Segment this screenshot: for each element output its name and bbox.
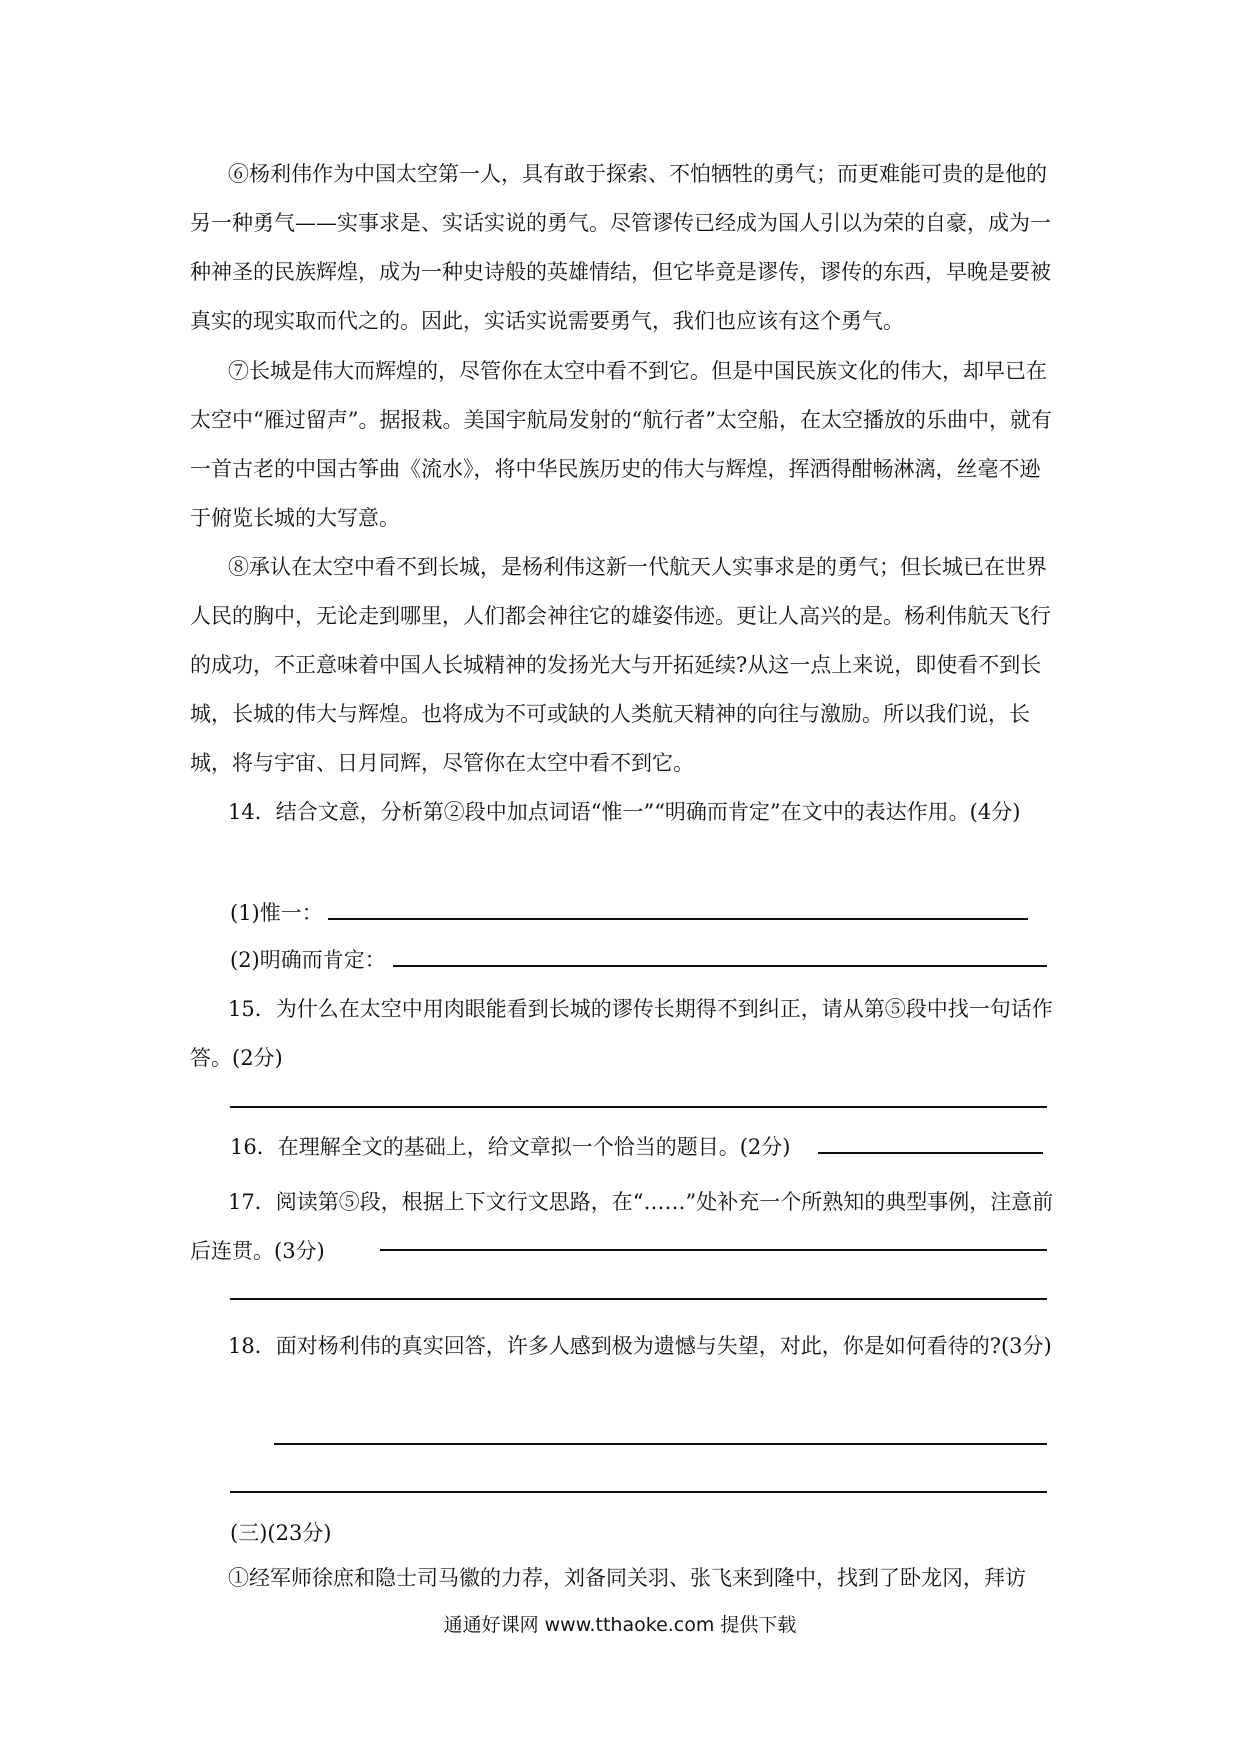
question-18-text: 18．面对杨利伟的真实回答，许多人感到极为遗憾与失望，对此，你是如何看待的?(3分)	[228, 1334, 1052, 1358]
section-3-paragraph-1	[190, 1554, 1058, 1603]
paragraph-7-text: ⑦长城是伟大而辉煌的，尽管你在太空中看不到它。但是中国民族文化的伟大，却早已在太空中“雁过留声”。据报栽。美国宇航局发射的“航行者”太空船，在太空播放的乐曲中，就有一首古老的中国古筝曲《流水》，将中华民族历史的伟大与辉煌，挥洒得酣畅淋漓，丝毫不逊于俯览长城的大写意。	[190, 359, 1052, 530]
question-14	[190, 788, 1058, 837]
section-3-paragraph-1-text: ①经军师徐庶和隐士司马徽的力荐，刘备同关羽、张飞来到隆中，找到了卧龙冈，拜访	[228, 1566, 1026, 1590]
question-17-text: 17．阅读第⑤段，根据上下文行文思路，在“……”处补充一个所熟知的典型事例，注意前后连贯。(3分)	[190, 1190, 1054, 1263]
paragraph-8	[190, 543, 1058, 788]
answer-line-14-1[interactable]	[328, 918, 1028, 920]
answer-line-18-b[interactable]	[230, 1491, 1047, 1493]
paragraph-6-text: ⑥杨利伟作为中国太空第一人，具有敢于探索、不怕牺牲的勇气；而更难能可贵的是他的另一种勇气——实事求是、实话实说的勇气。尽管谬传已经成为国人引以为荣的自豪，成为一种神圣的民族辉煌，成为一种史诗般的英雄情结，但它毕竟是谬传，谬传的东西，早晚是要被真实的现实取而代之的。因此，实话实说需要勇气，我们也应该有这个勇气。	[190, 162, 1051, 333]
footer-source: 通通好课网 www.tthaoke.com 提供下载	[443, 1614, 797, 1636]
question-18	[190, 1322, 1058, 1371]
question-16-text: 16．在理解全文的基础上，给文章拟一个恰当的题目。(2分)	[230, 1135, 791, 1159]
paragraph-7	[190, 347, 1058, 543]
question-15-text: 15．为什么在太空中用肉眼能看到长城的谬传长期得不到纠正，请从第⑤段中找一句话作答。(2分)	[190, 997, 1053, 1070]
question-15	[190, 985, 1058, 1083]
answer-line-15[interactable]	[230, 1106, 1047, 1108]
answer-line-18-a[interactable]	[274, 1443, 1047, 1445]
question-14-2-label: (2)明确而肯定：	[230, 948, 386, 972]
answer-line-17-b[interactable]	[230, 1298, 1047, 1300]
section-3-heading: (三)(23分)	[230, 1521, 332, 1545]
paragraph-6	[190, 150, 1058, 346]
paragraph-8-text: ⑧承认在太空中看不到长城，是杨利伟这新一代航天人实事求是的勇气；但长城已在世界人民的胸中，无论走到哪里，人们都会神往它的雄姿伟迹。更让人高兴的是。杨利伟航天飞行的成功，不正意味着中国人长城精神的发扬光大与开拓延续?从这一点上来说，即使看不到长城，长城的伟大与辉煌。也将成为不可或缺的人类航天精神的向往与激励。所以我们说，长城，将与宇宙、日月同辉，尽管你在太空中看不到它。	[190, 555, 1051, 775]
question-17	[190, 1178, 1058, 1276]
question-14-text: 14．结合文意，分析第②段中加点词语“惟一”“明确而肯定”在文中的表达作用。(4分)	[228, 800, 1021, 824]
answer-line-16[interactable]	[818, 1152, 1043, 1154]
question-14-1-label: (1)惟一：	[230, 901, 323, 925]
answer-line-14-2[interactable]	[393, 965, 1047, 967]
answer-line-17-a[interactable]	[380, 1249, 1047, 1251]
